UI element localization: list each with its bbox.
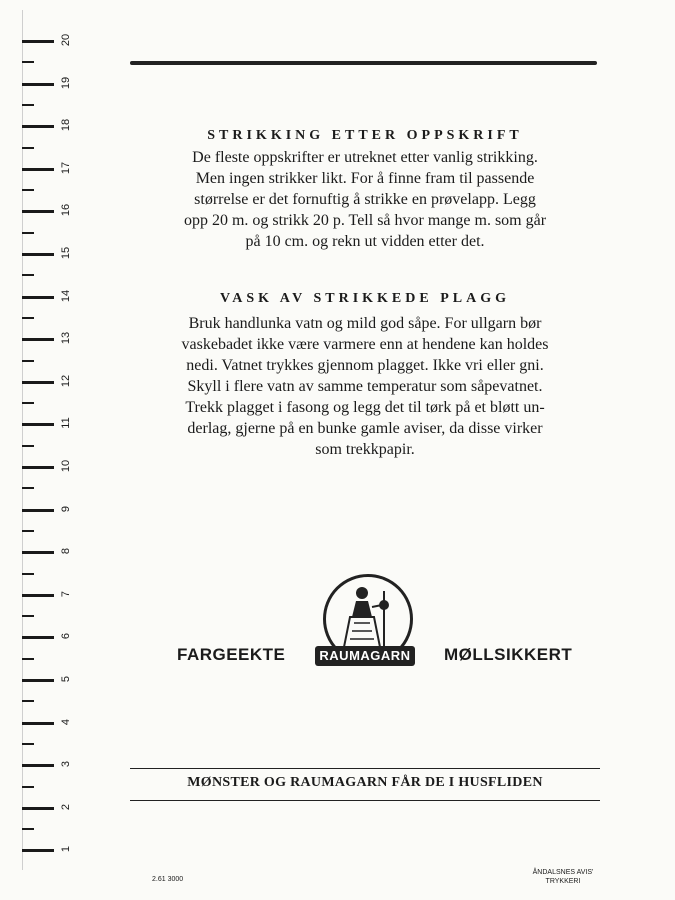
ruler-minor-tick: [22, 232, 34, 234]
ruler-major-tick: [22, 722, 54, 725]
section-heading-knitting: STRIKKING ETTER OPPSKRIFT: [207, 128, 523, 143]
printer-line: TRYKKERI: [545, 878, 581, 885]
ruler-major-tick: [22, 551, 54, 554]
ruler-minor-tick: [22, 487, 34, 489]
ruler-number: 12: [60, 374, 72, 387]
ruler-major-tick: [22, 849, 54, 852]
ruler-minor-tick: [22, 360, 34, 362]
ruler-number: 7: [60, 590, 72, 597]
text-line: derlag, gjerne på en bunke gamle aviser, da disse virker: [187, 420, 543, 437]
ruler-major-tick: [22, 253, 54, 256]
ruler-minor-tick: [22, 828, 34, 830]
ruler-minor-tick: [22, 445, 34, 447]
text-line: Trekk plagget i fasong og legg det til tørk på et bløtt un-: [185, 399, 545, 416]
ruler-number: 14: [60, 289, 72, 302]
text-line: størrelse er det fornuftig å strikke en prøvelapp. Legg: [194, 191, 536, 208]
text-line: Bruk handlunka vatn og mild god såpe. For ullgarn bør: [188, 315, 542, 332]
ruler-minor-tick: [22, 189, 34, 191]
ruler-minor-tick: [22, 147, 34, 149]
ruler-major-tick: [22, 466, 54, 469]
ruler-major-tick: [22, 83, 54, 86]
ruler-edge: [22, 10, 23, 870]
ruler-number: 4: [60, 718, 72, 725]
ruler-minor-tick: [22, 530, 34, 532]
ruler-major-tick: [22, 679, 54, 682]
ruler-number: 9: [60, 505, 72, 512]
ruler-number: 1: [60, 846, 72, 853]
ruler-number: 15: [60, 246, 72, 260]
printer-line: ÅNDALSNES AVIS': [532, 869, 594, 876]
raumagarn-logo: [315, 574, 415, 674]
ruler-number: 19: [60, 76, 72, 89]
ruler-major-tick: [22, 594, 54, 597]
footer-divider-bottom: [130, 800, 600, 801]
ruler-number: 10: [60, 459, 72, 473]
ruler-minor-tick: [22, 700, 34, 702]
knitting-paragraph: [140, 147, 590, 252]
ruler-minor-tick: [22, 615, 34, 617]
ruler-major-tick: [22, 509, 54, 512]
ruler-number: 5: [60, 675, 72, 683]
ruler-major-tick: [22, 764, 54, 767]
text-line: på 10 cm. og rekn ut vidden etter det.: [245, 233, 485, 250]
ruler-minor-tick: [22, 274, 34, 276]
ruler-major-tick: [22, 423, 54, 426]
label-colorfast: FARGEEKTE: [177, 645, 286, 664]
ruler-number: 17: [60, 161, 72, 174]
footer-slogan: MØNSTER OG RAUMAGARN FÅR DE I HUSFLIDEN: [187, 775, 543, 790]
ruler-minor-tick: [22, 104, 34, 106]
ruler-minor-tick: [22, 402, 34, 404]
text-line: nedi. Vatnet trykkes gjennom plagget. Ikke vri eller gni.: [186, 357, 544, 374]
ruler-number: 6: [60, 633, 72, 640]
ruler-major-tick: [22, 296, 54, 299]
ruler-major-tick: [22, 125, 54, 128]
printer-credit: [528, 868, 598, 886]
ruler-major-tick: [22, 210, 54, 213]
ruler-minor-tick: [22, 786, 34, 788]
ruler-number: 13: [60, 332, 72, 345]
ruler-major-tick: [22, 168, 54, 171]
text-line: Skyll i flere vatn av samme temperatur som såpevatnet.: [187, 378, 543, 395]
ruler-number: 11: [60, 417, 72, 430]
ruler-minor-tick: [22, 658, 34, 660]
ruler-major-tick: [22, 381, 54, 384]
ruler-number: 3: [60, 761, 72, 768]
centimeter-ruler: [0, 0, 100, 900]
top-divider: [130, 61, 597, 65]
ruler-minor-tick: [22, 743, 34, 745]
section-heading-washing: VASK AV STRIKKEDE PLAGG: [219, 291, 510, 306]
footer-divider-top: [130, 768, 600, 769]
label-mothproof: MØLLSIKKERT: [444, 645, 573, 664]
text-line: opp 20 m. og strikk 20 p. Tell så hvor mange m. som går: [183, 212, 547, 229]
ruler-major-tick: [22, 807, 54, 810]
ruler-number: 18: [60, 119, 72, 132]
ruler-minor-tick: [22, 573, 34, 575]
ruler-number: 8: [60, 548, 72, 555]
text-line: Men ingen strikker likt. For å finne fram til passende: [195, 170, 535, 187]
ruler-major-tick: [22, 338, 54, 341]
ruler-minor-tick: [22, 317, 34, 319]
text-line: De fleste oppskrifter er utreknet etter vanlig strikking.: [192, 149, 538, 166]
ruler-minor-tick: [22, 61, 34, 63]
ruler-major-tick: [22, 40, 54, 43]
text-line: vaskebadet ikke være varmere enn at hendene kan holdes: [181, 336, 549, 353]
ruler-number: 16: [60, 204, 72, 217]
ruler-number: 2: [60, 803, 72, 810]
ruler-number: 20: [60, 33, 72, 47]
text-line: som trekkpapir.: [315, 441, 415, 458]
logo-brand-banner: RAUMAGARN: [315, 646, 415, 666]
print-code: 2.61 3000: [152, 876, 184, 883]
ruler-major-tick: [22, 636, 54, 639]
washing-paragraph: [140, 313, 590, 460]
